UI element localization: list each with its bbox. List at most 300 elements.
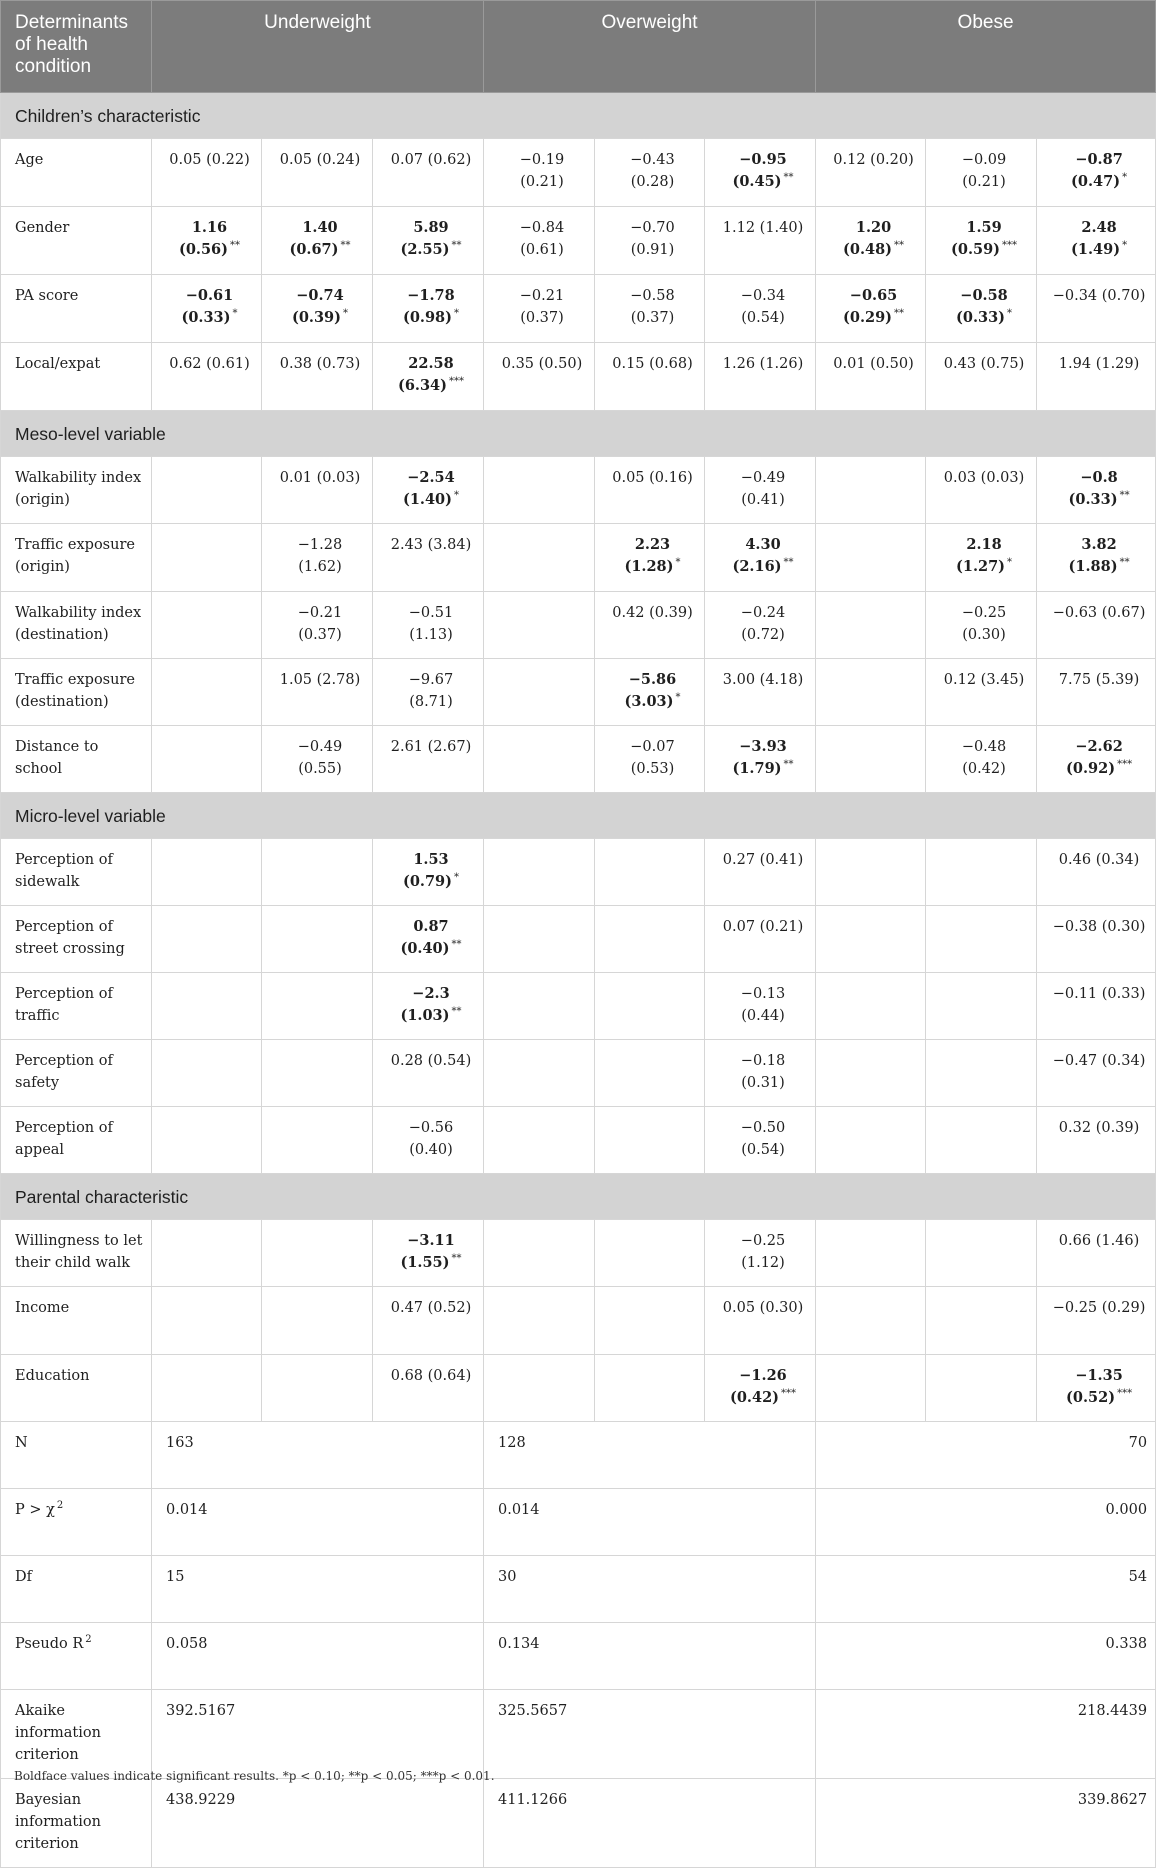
row-label: Walkability index (origin) <box>1 457 152 524</box>
coef-value: 0.38 (0.73) <box>279 356 361 372</box>
coef-cell <box>705 1220 816 1287</box>
coef-cell <box>484 1220 595 1287</box>
stat-label-text: Bayesian information criterion <box>15 1792 101 1852</box>
coef-value: −0.43 (0.28) <box>630 152 675 190</box>
coef-cell <box>262 592 373 659</box>
coef-value: −0.18 (0.31) <box>740 1053 786 1091</box>
table-row <box>1 1040 1156 1107</box>
coef-cell <box>595 1107 705 1174</box>
table-row <box>1 457 1156 524</box>
coef-cell <box>152 1220 262 1287</box>
significance-mark: * <box>1007 308 1013 320</box>
coef-value: −0.48 (0.42) <box>961 739 1007 777</box>
coef-cell <box>373 1107 484 1174</box>
coef-cell <box>595 139 705 207</box>
coef-cell <box>152 592 262 659</box>
coef-cell <box>595 1355 705 1422</box>
section-row <box>1 1174 1156 1220</box>
coef-cell <box>152 1355 262 1422</box>
coef-cell <box>262 726 373 793</box>
significance-mark: * <box>1122 240 1128 252</box>
row-label: Perception of sidewalk <box>1 839 152 906</box>
stat-value: 54 <box>816 1556 1156 1623</box>
coef-cell <box>1037 659 1156 726</box>
stats-row <box>1 1779 1156 1868</box>
coef-cell <box>1037 207 1156 275</box>
coef-cell <box>262 1355 373 1422</box>
coef-value: −0.63 (0.67) <box>1052 605 1146 621</box>
table-row <box>1 207 1156 275</box>
coef-cell <box>152 1107 262 1174</box>
coef-value: −3.11 (1.55) <box>400 1232 455 1271</box>
stat-label <box>1 1623 152 1690</box>
coef-value: 0.42 (0.39) <box>612 605 693 621</box>
coef-cell <box>595 726 705 793</box>
coef-cell <box>926 973 1037 1040</box>
coef-value: −0.58 (0.33) <box>956 287 1008 326</box>
coef-value: −0.47 (0.34) <box>1052 1053 1146 1069</box>
coef-value: −0.95 (0.45) <box>732 151 787 190</box>
coef-cell <box>373 726 484 793</box>
coef-cell <box>1037 973 1156 1040</box>
coef-cell <box>1037 726 1156 793</box>
coef-cell <box>705 457 816 524</box>
coef-value: 7.75 (5.39) <box>1058 672 1140 688</box>
coef-cell <box>152 906 262 973</box>
coef-cell <box>262 1220 373 1287</box>
table-row <box>1 973 1156 1040</box>
table-row <box>1 659 1156 726</box>
coef-cell <box>262 275 373 343</box>
coef-value: 1.16 (0.56) <box>178 219 229 258</box>
header-overweight: Overweight <box>484 1 816 93</box>
coef-cell <box>926 839 1037 906</box>
coef-value: −0.74 (0.39) <box>291 287 344 326</box>
coef-cell <box>484 659 595 726</box>
table-row <box>1 592 1156 659</box>
coef-cell <box>926 139 1037 207</box>
table-row <box>1 139 1156 207</box>
section-title: Meso-level variable <box>1 411 1156 457</box>
coef-cell <box>152 207 262 275</box>
row-label: Perception of traffic <box>1 973 152 1040</box>
coef-value: −1.78 (0.98) <box>402 287 455 326</box>
coef-cell <box>816 275 926 343</box>
coef-cell <box>705 906 816 973</box>
coef-value: 0.07 (0.62) <box>390 152 472 168</box>
coef-cell <box>152 659 262 726</box>
stat-label-superscript: 2 <box>85 1634 92 1646</box>
coef-value: 0.01 (0.03) <box>279 470 361 486</box>
coef-cell <box>705 524 816 592</box>
coef-cell <box>373 524 484 592</box>
coef-cell <box>1037 275 1156 343</box>
stat-value: 0.338 <box>816 1623 1156 1690</box>
coef-value: 1.12 (1.40) <box>722 220 804 236</box>
stat-value: 15 <box>152 1556 484 1623</box>
coef-cell <box>262 207 373 275</box>
coef-value: −0.84 (0.61) <box>519 220 565 258</box>
coef-cell <box>926 343 1037 411</box>
table-row <box>1 1220 1156 1287</box>
coef-cell <box>373 275 484 343</box>
coef-cell <box>926 1107 1037 1174</box>
coef-cell <box>373 973 484 1040</box>
coef-value: 0.05 (0.16) <box>612 470 693 486</box>
row-label: Perception of appeal <box>1 1107 152 1174</box>
significance-mark: *** <box>449 376 465 388</box>
coef-value: 4.30 (2.16) <box>732 536 782 575</box>
coef-value: −0.61 (0.33) <box>181 287 234 326</box>
stat-value: 0.000 <box>816 1489 1156 1556</box>
coef-cell <box>484 973 595 1040</box>
coef-cell <box>484 457 595 524</box>
coef-cell <box>816 343 926 411</box>
stats-row <box>1 1690 1156 1779</box>
coef-cell <box>262 659 373 726</box>
coef-cell <box>262 139 373 207</box>
significance-mark: ** <box>1119 490 1130 502</box>
coef-cell <box>816 973 926 1040</box>
coef-cell <box>595 1220 705 1287</box>
coef-cell <box>705 1355 816 1422</box>
coef-cell <box>262 457 373 524</box>
coef-cell <box>152 275 262 343</box>
significance-mark: * <box>1007 557 1013 569</box>
coef-cell <box>816 1355 926 1422</box>
coef-cell <box>705 1287 816 1355</box>
coef-cell <box>373 659 484 726</box>
row-label: Local/expat <box>1 343 152 411</box>
stats-row <box>1 1556 1156 1623</box>
coef-value: −9.67 (8.71) <box>408 672 454 710</box>
coef-cell <box>926 1040 1037 1107</box>
stat-label-text: P > χ <box>15 1502 55 1518</box>
coef-value: −0.58 (0.37) <box>630 288 675 326</box>
coef-cell <box>816 457 926 524</box>
stat-value: 339.8627 <box>816 1779 1156 1868</box>
coef-value: 0.43 (0.75) <box>943 356 1025 372</box>
coef-cell <box>373 1287 484 1355</box>
coef-cell <box>373 457 484 524</box>
significance-mark: ** <box>1119 557 1130 569</box>
coef-value: 0.46 (0.34) <box>1058 852 1140 868</box>
coef-value: −0.21 (0.37) <box>297 605 343 643</box>
significance-mark: * <box>454 872 460 884</box>
coef-value: −0.65 (0.29) <box>843 287 898 326</box>
significance-mark: * <box>343 308 349 320</box>
coef-cell <box>373 839 484 906</box>
stat-label-text: N <box>15 1435 28 1451</box>
coef-value: −2.62 (0.92) <box>1066 738 1123 777</box>
coef-value: 3.82 (1.88) <box>1068 536 1118 575</box>
stat-label <box>1 1489 152 1556</box>
stat-value: 392.5167 <box>152 1690 484 1779</box>
coef-cell <box>1037 524 1156 592</box>
stat-label-text: Df <box>15 1569 32 1585</box>
coef-value: −2.54 (1.40) <box>402 469 455 508</box>
coef-value: −0.50 (0.54) <box>740 1120 786 1158</box>
coef-cell <box>705 1040 816 1107</box>
coef-cell <box>1037 1040 1156 1107</box>
coef-cell <box>484 1040 595 1107</box>
coef-cell <box>262 973 373 1040</box>
significance-mark: ** <box>451 240 462 252</box>
coef-value: 0.87 (0.40) <box>400 918 450 957</box>
coef-cell <box>484 839 595 906</box>
significance-mark: ** <box>230 240 241 252</box>
coef-cell <box>373 343 484 411</box>
stat-value: 0.134 <box>484 1623 816 1690</box>
coef-cell <box>705 726 816 793</box>
table-row <box>1 1107 1156 1174</box>
coef-cell <box>484 139 595 207</box>
coef-cell <box>1037 139 1156 207</box>
coef-cell <box>926 726 1037 793</box>
significance-mark: * <box>675 692 681 704</box>
coef-cell <box>373 1040 484 1107</box>
coef-value: −2.3 (1.03) <box>400 985 450 1024</box>
coef-value: 0.66 (1.46) <box>1058 1233 1140 1249</box>
coef-cell <box>1037 906 1156 973</box>
coef-cell <box>595 524 705 592</box>
coef-value: 0.28 (0.54) <box>390 1053 472 1069</box>
coef-cell <box>1037 1355 1156 1422</box>
coef-cell <box>484 207 595 275</box>
coef-value: −0.25 (0.30) <box>961 605 1007 643</box>
coef-cell <box>262 1287 373 1355</box>
coef-cell <box>595 1040 705 1107</box>
significance-mark: * <box>454 308 460 320</box>
table-row <box>1 343 1156 411</box>
coef-cell <box>373 906 484 973</box>
coef-value: 1.40 (0.67) <box>289 219 339 258</box>
coef-value: −0.19 (0.21) <box>519 152 565 190</box>
coef-cell <box>926 1287 1037 1355</box>
stat-label-superscript: 2 <box>56 1500 64 1512</box>
coef-cell <box>484 1287 595 1355</box>
stat-value: 30 <box>484 1556 816 1623</box>
section-row <box>1 793 1156 839</box>
coef-cell <box>484 592 595 659</box>
coef-value: 2.23 (1.28) <box>624 536 674 575</box>
coef-cell <box>595 1287 705 1355</box>
significance-mark: * <box>232 308 238 320</box>
coef-value: 0.12 (3.45) <box>943 672 1025 688</box>
coef-cell <box>595 275 705 343</box>
stats-row <box>1 1422 1156 1489</box>
coef-cell <box>152 343 262 411</box>
coef-value: 2.18 (1.27) <box>956 536 1006 575</box>
coef-cell <box>705 592 816 659</box>
coef-cell <box>705 973 816 1040</box>
coef-cell <box>595 839 705 906</box>
table-row <box>1 906 1156 973</box>
coef-value: −1.28 (1.62) <box>297 537 343 575</box>
coef-cell <box>816 1107 926 1174</box>
coef-cell <box>816 524 926 592</box>
coef-cell <box>1037 1107 1156 1174</box>
coef-value: 5.89 (2.55) <box>400 219 450 258</box>
coef-cell <box>152 524 262 592</box>
stat-value: 325.5657 <box>484 1690 816 1779</box>
coef-cell <box>816 139 926 207</box>
stat-label-text: Pseudo R <box>15 1636 84 1652</box>
stat-value: 411.1266 <box>484 1779 816 1868</box>
table-row <box>1 1287 1156 1355</box>
significance-mark: * <box>675 557 681 569</box>
coef-cell <box>816 839 926 906</box>
coef-cell <box>262 343 373 411</box>
coef-cell <box>816 1220 926 1287</box>
coef-value: 0.15 (0.68) <box>612 356 693 372</box>
header-determinants: Determinants of health condition <box>1 1 152 93</box>
coef-value: −0.13 (0.44) <box>740 986 786 1024</box>
row-label: Income <box>1 1287 152 1355</box>
coef-cell <box>595 592 705 659</box>
coef-cell <box>262 1107 373 1174</box>
coef-value: −0.70 (0.91) <box>630 220 675 258</box>
coef-value: 0.62 (0.61) <box>169 356 250 372</box>
significance-mark: ** <box>783 557 794 569</box>
coef-cell <box>926 592 1037 659</box>
stat-value: 218.4439 <box>816 1690 1156 1779</box>
coef-value: 1.94 (1.29) <box>1058 356 1140 372</box>
coef-cell <box>373 592 484 659</box>
stat-label <box>1 1556 152 1623</box>
significance-mark: ** <box>451 1006 462 1018</box>
coef-cell <box>816 906 926 973</box>
coef-value: 1.26 (1.26) <box>722 356 804 372</box>
coef-value: 0.12 (0.20) <box>833 152 914 168</box>
coef-cell <box>1037 343 1156 411</box>
coef-cell <box>705 839 816 906</box>
coef-cell <box>152 973 262 1040</box>
coef-value: 0.32 (0.39) <box>1058 1120 1140 1136</box>
coef-cell <box>484 906 595 973</box>
coef-cell <box>816 659 926 726</box>
table-body <box>1 93 1156 1868</box>
coef-value: −3.93 (1.79) <box>732 738 787 777</box>
coef-cell <box>705 343 816 411</box>
coef-cell <box>926 906 1037 973</box>
coef-cell <box>705 139 816 207</box>
stat-value: 0.014 <box>484 1489 816 1556</box>
coef-cell <box>373 1355 484 1422</box>
section-title: Parental characteristic <box>1 1174 1156 1220</box>
coef-value: 0.68 (0.64) <box>390 1368 472 1384</box>
section-title: Children’s characteristic <box>1 93 1156 139</box>
coef-cell <box>262 906 373 973</box>
row-label: Willingness to let their child walk <box>1 1220 152 1287</box>
significance-mark: *** <box>1002 240 1018 252</box>
coef-cell <box>484 726 595 793</box>
header-underweight: Underweight <box>152 1 484 93</box>
row-label: Distance to school <box>1 726 152 793</box>
coef-cell <box>373 207 484 275</box>
coef-value: 0.05 (0.24) <box>279 152 361 168</box>
significance-mark: ** <box>451 1253 462 1265</box>
coef-cell <box>816 1287 926 1355</box>
stats-row <box>1 1623 1156 1690</box>
row-label: Perception of safety <box>1 1040 152 1107</box>
coef-value: 0.07 (0.21) <box>722 919 804 935</box>
coef-cell <box>816 726 926 793</box>
table-row <box>1 275 1156 343</box>
coef-value: −0.25 (0.29) <box>1052 1300 1146 1316</box>
coef-cell <box>595 659 705 726</box>
footnote-text: Boldface values indicate significant results. *p < 0.10; **p < 0.05; ***p < 0.01. <box>14 1769 495 1783</box>
coef-cell <box>1037 1287 1156 1355</box>
coef-value: −0.51 (1.13) <box>408 605 454 643</box>
coef-cell <box>484 1107 595 1174</box>
coef-value: 0.47 (0.52) <box>390 1300 472 1316</box>
section-row <box>1 93 1156 139</box>
significance-mark: ** <box>340 240 351 252</box>
section-row <box>1 411 1156 457</box>
coef-cell <box>152 1287 262 1355</box>
coef-value: 1.59 (0.59) <box>951 219 1002 258</box>
significance-mark: ** <box>894 240 905 252</box>
table-row <box>1 726 1156 793</box>
row-label: Education <box>1 1355 152 1422</box>
coef-value: 0.35 (0.50) <box>501 356 583 372</box>
coef-cell <box>926 659 1037 726</box>
coef-cell <box>705 1107 816 1174</box>
coef-cell <box>705 275 816 343</box>
row-label: Perception of street crossing <box>1 906 152 973</box>
row-label: Traffic exposure (destination) <box>1 659 152 726</box>
table-row <box>1 1355 1156 1422</box>
coef-cell <box>926 275 1037 343</box>
coef-cell <box>484 275 595 343</box>
coef-value: 2.48 (1.49) <box>1071 219 1121 258</box>
coef-cell <box>152 457 262 524</box>
coef-value: 1.20 (0.48) <box>843 219 893 258</box>
table-footnote <box>14 1769 495 1783</box>
coef-cell <box>152 1040 262 1107</box>
table-row <box>1 524 1156 592</box>
coef-cell <box>705 659 816 726</box>
coef-value: 22.58 (6.34) <box>397 355 454 394</box>
stat-value: 70 <box>816 1422 1156 1489</box>
coef-value: −0.09 (0.21) <box>961 152 1007 190</box>
coef-cell <box>595 343 705 411</box>
coef-value: −0.87 (0.47) <box>1071 151 1123 190</box>
coef-value: −0.07 (0.53) <box>630 739 675 777</box>
coef-cell <box>595 973 705 1040</box>
coef-cell <box>262 1040 373 1107</box>
coef-cell <box>816 207 926 275</box>
coef-cell <box>373 1220 484 1287</box>
coef-cell <box>926 1220 1037 1287</box>
row-label: PA score <box>1 275 152 343</box>
coef-value: 2.43 (3.84) <box>390 537 472 553</box>
row-label: Gender <box>1 207 152 275</box>
coef-value: −0.56 (0.40) <box>408 1120 454 1158</box>
coef-cell <box>926 524 1037 592</box>
coef-value: −0.34 (0.70) <box>1052 288 1146 304</box>
significance-mark: ** <box>783 759 794 771</box>
coef-cell <box>152 139 262 207</box>
section-title: Micro-level variable <box>1 793 1156 839</box>
coef-value: −0.24 (0.72) <box>740 605 786 643</box>
stat-value: 0.058 <box>152 1623 484 1690</box>
coef-cell <box>926 207 1037 275</box>
coef-cell <box>1037 457 1156 524</box>
coef-cell <box>1037 839 1156 906</box>
coef-value: −1.26 (0.42) <box>729 1367 787 1406</box>
